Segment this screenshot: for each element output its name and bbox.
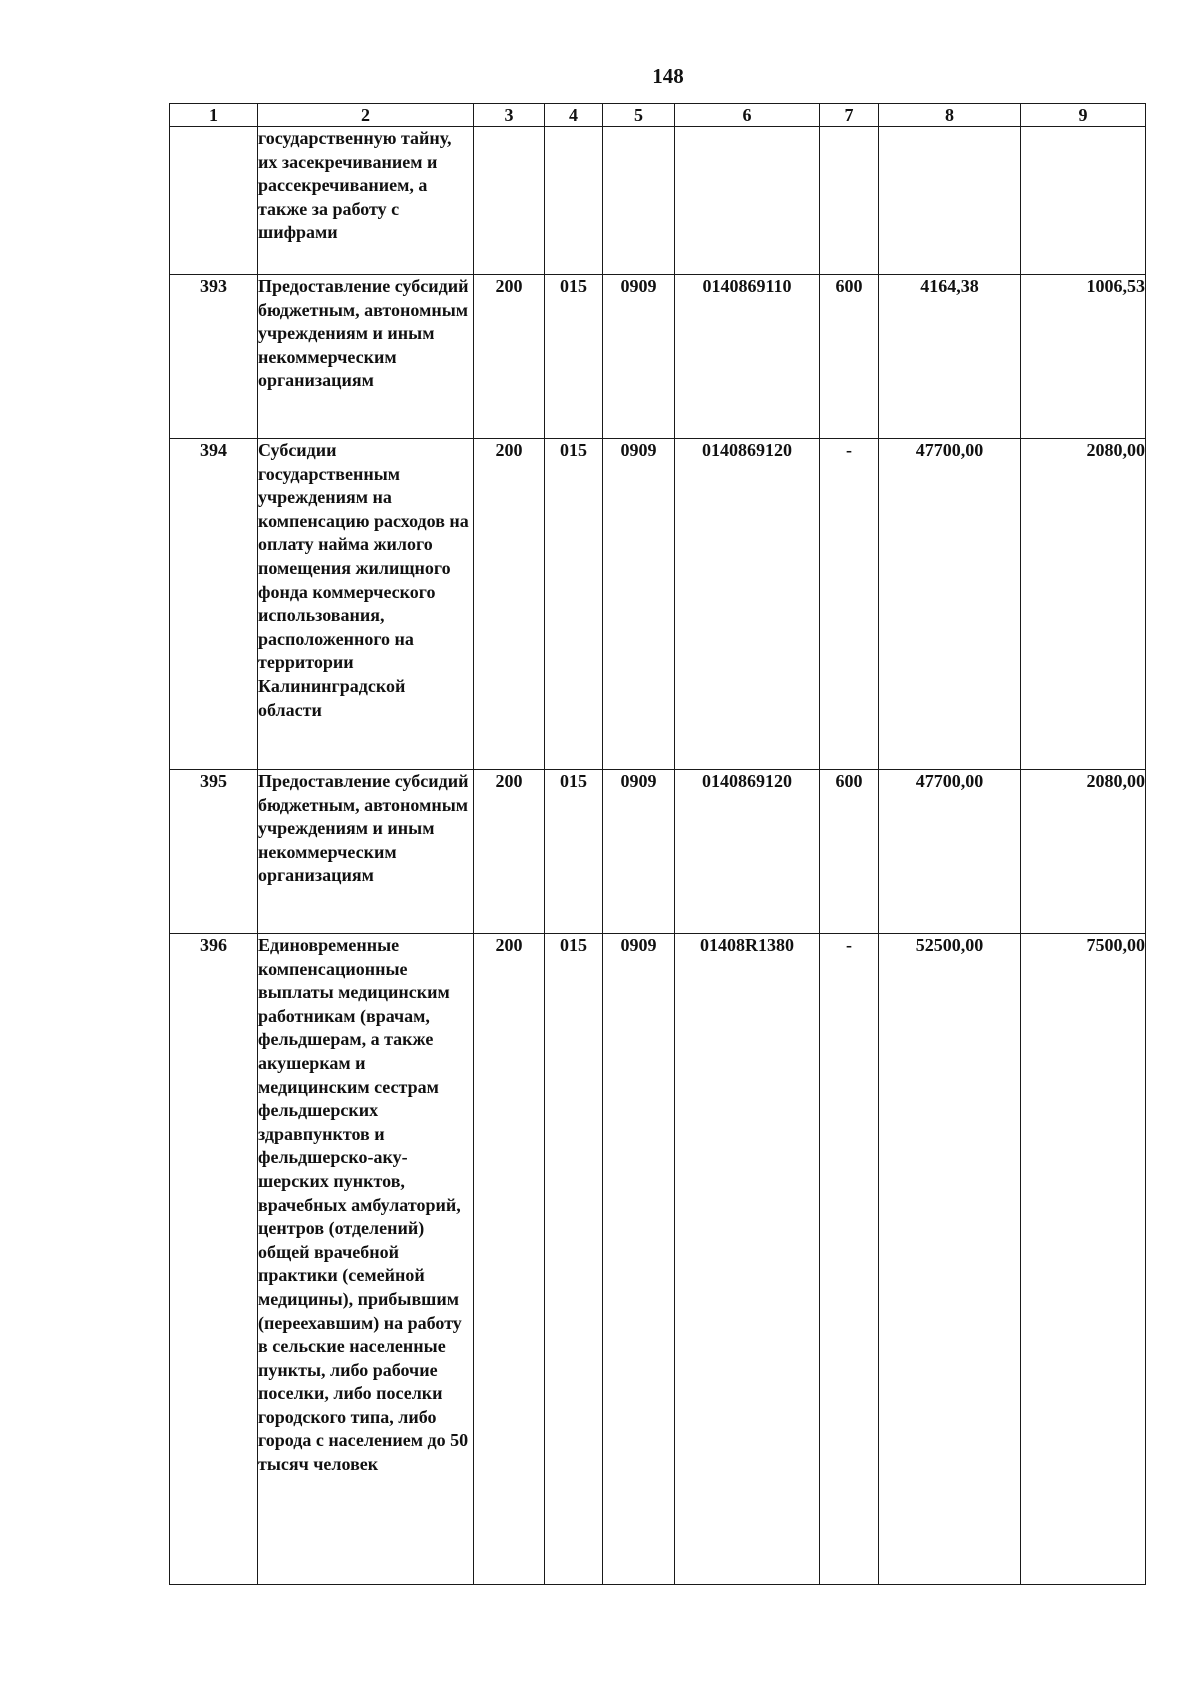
header-cell: 3 [474,104,545,127]
col-9-cell: 2080,00 [1021,439,1146,770]
col-3-cell: 200 [474,934,545,1585]
row-number [170,127,258,275]
page-number: 148 [652,64,684,88]
col-6-cell [675,127,820,275]
row-number: 395 [170,770,258,934]
col-4-cell: 015 [545,934,603,1585]
col-8-cell: 47700,00 [879,439,1021,770]
row-name-text: Предоставление субсидий бюджетным, автономным учреждениям и иным некоммерческим организациям [258,276,469,391]
col-8-cell: 52500,00 [879,934,1021,1585]
row-name [258,770,474,934]
header-cell: 5 [603,104,675,127]
col-3-cell: 200 [474,275,545,439]
col-5-cell: 0909 [603,275,675,439]
col-3-cell [474,127,545,275]
row-name [258,439,474,770]
col-9-cell: 7500,00 [1021,934,1146,1585]
row-name [258,934,474,1585]
col-5-cell [603,127,675,275]
header-cell: 7 [820,104,879,127]
table-row [170,770,1146,934]
header-cell: 2 [258,104,474,127]
col-8-cell [879,127,1021,275]
row-number: 393 [170,275,258,439]
col-4-cell [545,127,603,275]
col-5-cell: 0909 [603,934,675,1585]
col-9-cell: 1006,53 [1021,275,1146,439]
table-row [170,934,1146,1585]
col-3-cell: 200 [474,770,545,934]
row-number: 394 [170,439,258,770]
row-number: 396 [170,934,258,1585]
table-header-row [170,104,1146,127]
table-row [170,439,1146,770]
col-9-cell [1021,127,1146,275]
col-6-cell: 0140869120 [675,770,820,934]
col-9-cell: 2080,00 [1021,770,1146,934]
col-4-cell: 015 [545,275,603,439]
col-6-cell: 0140869120 [675,439,820,770]
row-name [258,275,474,439]
header-cell: 9 [1021,104,1146,127]
col-6-cell: 01408R1380 [675,934,820,1585]
row-name-text: государственную тайну, их засекречиванием и рассекречиванием, а также за работу с шифрами [258,128,452,243]
col-3-cell: 200 [474,439,545,770]
row-name [258,127,474,275]
col-4-cell: 015 [545,770,603,934]
header-cell: 4 [545,104,603,127]
row-name-text: Субсидии государственным учреждениям на компенсацию расходов на оплату найма жилого помещения жилищного фонда коммерческого использования, расположенного на территории Калининградской области [258,440,469,720]
header-cell: 8 [879,104,1021,127]
table-row [170,127,1146,275]
col-7-cell [820,127,879,275]
header-cell: 1 [170,104,258,127]
col-6-cell: 0140869110 [675,275,820,439]
col-7-cell: 600 [820,770,879,934]
budget-table [169,103,1146,1585]
row-name-text: Предоставление субсидий бюджетным, автономным учреждениям и иным некоммерческим организациям [258,771,469,886]
col-8-cell: 47700,00 [879,770,1021,934]
col-5-cell: 0909 [603,439,675,770]
col-7-cell: 600 [820,275,879,439]
col-7-cell: - [820,439,879,770]
col-4-cell: 015 [545,439,603,770]
col-7-cell: - [820,934,879,1585]
col-5-cell: 0909 [603,770,675,934]
header-cell: 6 [675,104,820,127]
col-8-cell: 4164,38 [879,275,1021,439]
table-row [170,275,1146,439]
row-name-text: Единовременные компенсационные выплаты медицинским работникам (врачам, фельдшерам, а также акушеркам и медицинским сестрам фельдшерских здравпунктов и фельдшерско-аку-шерских пунктов, врачебных амбулаторий, центров (отделений) общей врачебной практики (семейной медицины), прибывшим (переехавшим) на работу в сельские населенные пункты, либо рабочие поселки, либо поселки городского типа, либо города с населением до 50 тысяч человек [258,935,469,1475]
